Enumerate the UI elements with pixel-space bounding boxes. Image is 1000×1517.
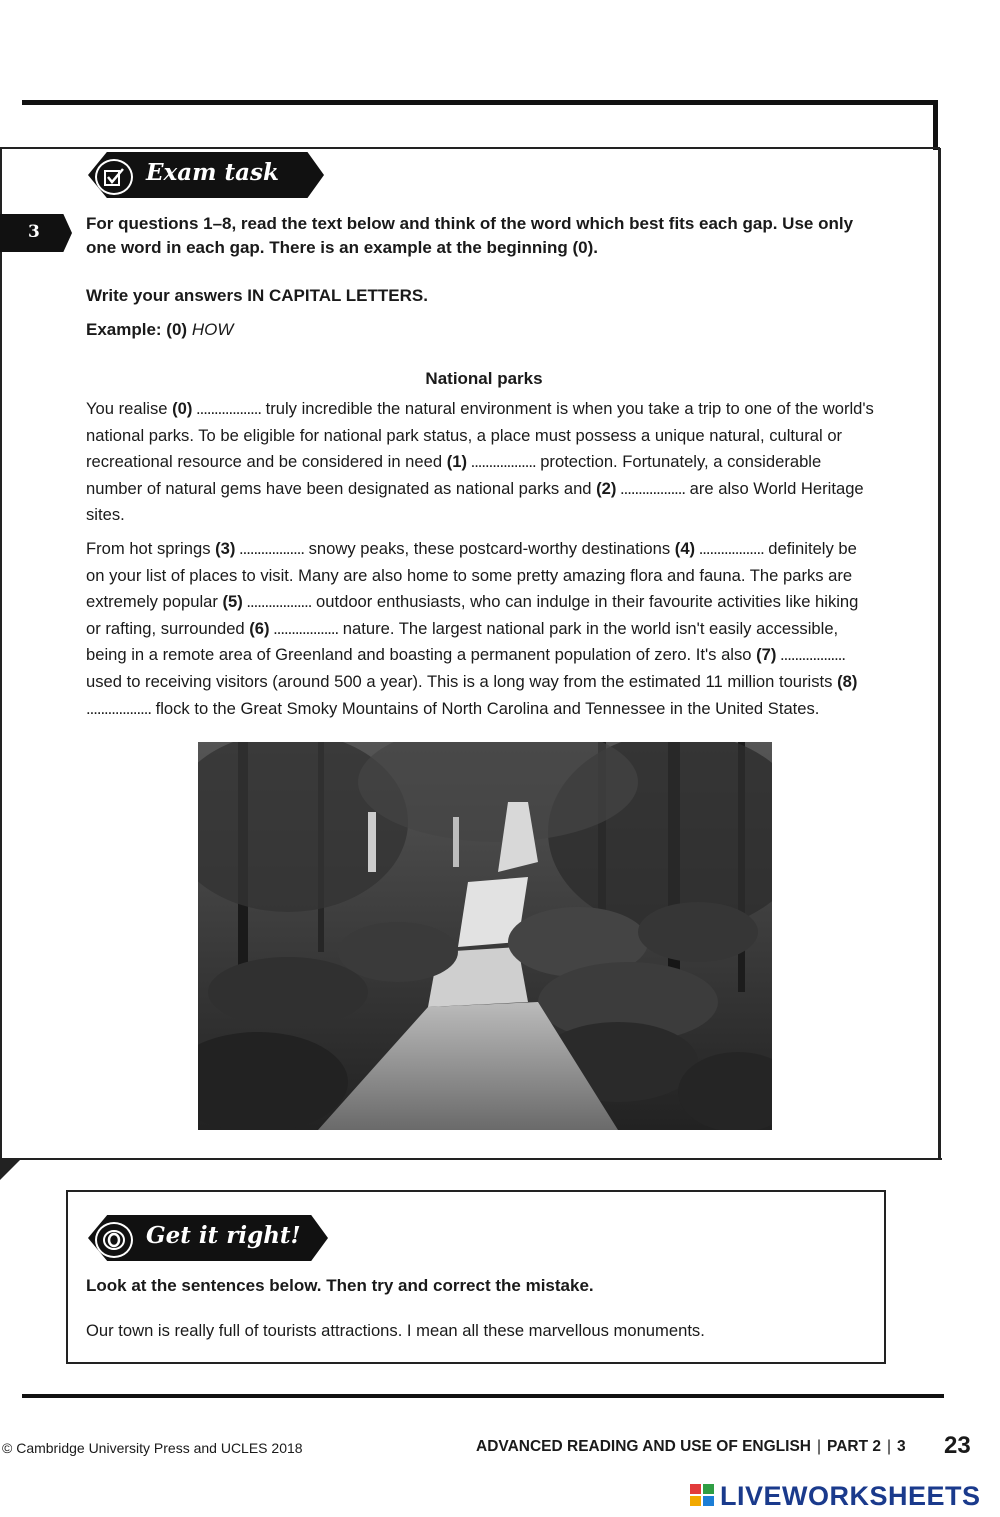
task-instructions: For questions 1–8, read the text below and think of the word which best fits each gap. Use only one word in each gap. There is an example at the beginning (0). — [86, 214, 854, 257]
footer-section: ADVANCED READING AND USE OF ENGLISH | PART 2 | 3 — [476, 1438, 906, 1455]
exam-task-banner — [88, 152, 324, 198]
checkbox-icon — [95, 159, 133, 195]
frame-bottom-rule — [0, 1158, 942, 1160]
paragraph-2 — [86, 536, 876, 722]
paragraph-1 — [86, 396, 876, 529]
example-line — [86, 320, 233, 340]
question-number: 3 — [28, 222, 40, 242]
frame-inner-top-rule — [0, 147, 940, 149]
corner-fold — [0, 1158, 22, 1180]
gap-number: (8) — [837, 671, 858, 691]
get-it-right-label: Get it right! — [146, 1222, 301, 1249]
paragraph-text: truly incredible the natural environment is when you take a trip to one of the world's national parks. To be eligible for national park status, a place must possess a unique natural, cultural or recreational resource and be considered in need — [86, 399, 874, 472]
answer-gap[interactable]: .................. — [695, 539, 764, 558]
frame-left-rule — [0, 148, 2, 1158]
paragraph-text: outdoor enthusiasts, who can indulge in their favourite activities like hiking or rafting, surrounded — [86, 592, 859, 638]
answer-gap[interactable]: .................. — [192, 399, 261, 418]
gap-number: (5) — [222, 592, 243, 612]
get-it-right-instruction: Look at the sentences below. Then try and correct the mistake. — [86, 1276, 594, 1295]
bottom-rule — [22, 1394, 944, 1398]
answer-gap[interactable]: .................. — [235, 539, 304, 558]
get-it-right-banner — [88, 1215, 328, 1261]
paragraph-text: definitely be on your list of places to visit. Many are also home to some pretty amazing flora and fauna. The parks are extremely popular — [86, 539, 857, 612]
paragraph-text: nature. The largest national park in the world isn't easily accessible, being in a remote area of Greenland and boasting a permanent population of zero. It's also — [86, 618, 839, 665]
gap-number: (2) — [596, 478, 617, 498]
target-icon — [95, 1222, 133, 1258]
frame-top-rule — [22, 100, 938, 105]
page-number: 23 — [944, 1432, 971, 1459]
paragraph-text: are also World Heritage sites. — [86, 478, 864, 525]
gap-number: (7) — [756, 645, 777, 665]
gap-number: (6) — [249, 618, 270, 638]
example-answer: HOW — [191, 320, 234, 339]
example-label: Example: (0) — [86, 320, 188, 339]
liveworksheets-grid-icon — [690, 1484, 716, 1508]
copyright: © Cambridge University Press and UCLES 2018 — [2, 1440, 303, 1456]
answer-gap[interactable]: .................. — [242, 592, 312, 612]
paragraph-text: snowy peaks, these postcard-worthy destinations — [304, 539, 675, 558]
gap-number: (3) — [215, 539, 236, 558]
gap-number: (0) — [172, 399, 193, 418]
frame-right-rule — [938, 148, 941, 1160]
exam-task-label: Exam task — [146, 159, 279, 186]
answer-gap[interactable]: .................. — [466, 452, 536, 472]
paragraph-text: protection. Fortunately, a considerable number of natural gems have been designated as national parks and — [86, 452, 822, 498]
liveworksheets-text: LIVEWORKSHEETS — [720, 1480, 981, 1511]
footer-part-num: 3 — [897, 1438, 906, 1455]
get-it-right-sentence: Our town is really full of tourists attractions. I mean all these marvellous monuments. — [86, 1321, 705, 1340]
frame-right-top-rule — [933, 100, 938, 150]
liveworksheets-logo[interactable] — [690, 1480, 981, 1511]
answer-gap[interactable]: .................. — [776, 645, 846, 665]
paragraph-text: used to receiving visitors (around 500 a year). This is a long way from the estimated 11 million tourists — [86, 671, 838, 691]
capital-letters-note: Write your answers IN CAPITAL LETTERS. — [86, 286, 428, 305]
gap-number: (4) — [674, 539, 696, 558]
text-title: National parks — [425, 369, 543, 388]
footer-part: PART 2 — [827, 1438, 882, 1455]
paragraph-text: flock to the Great Smoky Mountains of North Carolina and Tennessee in the United States. — [151, 698, 820, 718]
answer-gap[interactable]: .................. — [86, 698, 151, 718]
answer-gap[interactable]: .................. — [269, 618, 339, 638]
paragraph-text: You realise — [86, 399, 173, 418]
paragraph-text: From hot springs — [86, 539, 216, 558]
footer-section-title: ADVANCED READING AND USE OF ENGLISH — [476, 1438, 811, 1455]
gap-number: (1) — [446, 452, 467, 472]
waterfall-photo — [198, 742, 772, 1130]
answer-gap[interactable]: .................. — [616, 478, 686, 498]
